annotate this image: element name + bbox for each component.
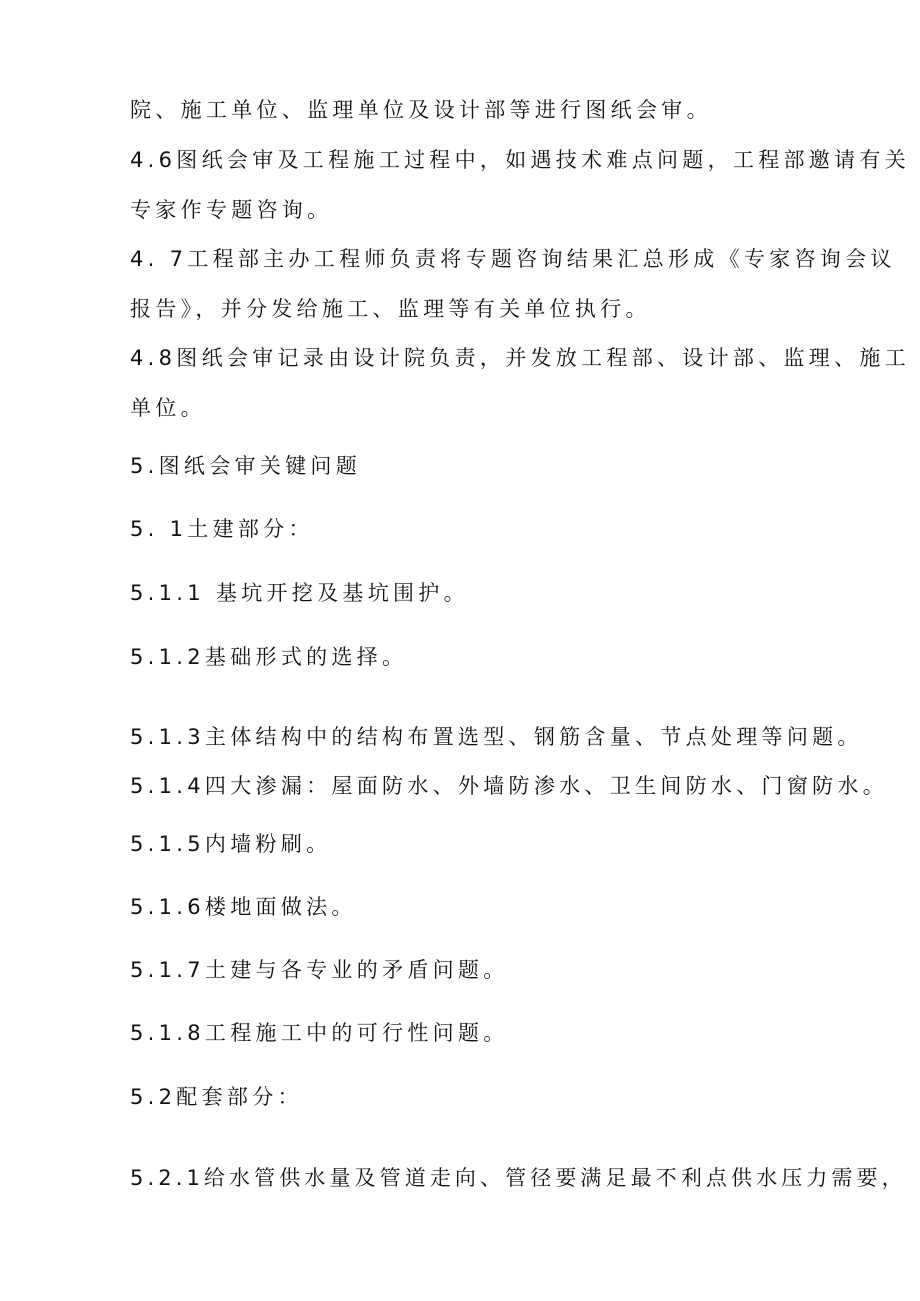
subsection-heading: 5.2配套部分： xyxy=(130,1085,303,1109)
list-item: 5.1.3主体结构中的结构布置选型、钢筋含量、节点处理等问题。 xyxy=(130,725,863,749)
text-line: 院、施工单位、监理单位及设计部等进行图纸会审。 xyxy=(130,98,712,122)
text-line: 单位。 xyxy=(130,396,206,420)
list-item: 5.1.4四大渗漏：屋面防水、外墙防渗水、卫生间防水、门窗防水。 xyxy=(130,774,889,798)
text-line: 专家作专题咨询。 xyxy=(130,198,333,222)
list-item: 5.1.6楼地面做法。 xyxy=(130,895,357,919)
subsection-heading: 5. 1土建部分： xyxy=(130,517,314,541)
list-item: 5.1.5内墙粉刷。 xyxy=(130,832,332,856)
text-line: 4.6图纸会审及工程施工过程中，如遇技术难点问题，工程部邀请有关 xyxy=(130,148,910,172)
list-item: 5.2.1给水管供水量及管道走向、管径要满足最不利点供水压力需要， xyxy=(130,1166,907,1190)
text-line: 4. 7工程部主办工程师负责将专题咨询结果汇总形成《专家咨询会议 xyxy=(130,247,896,271)
text-line: 4.8图纸会审记录由设计院负责，并发放工程部、设计部、监理、施工 xyxy=(130,346,910,370)
list-item: 5.1.8工程施工中的可行性问题。 xyxy=(130,1021,509,1045)
list-item: 5.1.1 基坑开挖及基坑围护。 xyxy=(130,581,469,605)
text-line: 报告》，并分发给施工、监理等有关单位执行。 xyxy=(130,297,651,321)
section-heading: 5.图纸会审关键问题 xyxy=(130,454,362,478)
list-item: 5.1.7土建与各专业的矛盾问题。 xyxy=(130,958,509,982)
list-item: 5.1.2基础形式的选择。 xyxy=(130,645,408,669)
